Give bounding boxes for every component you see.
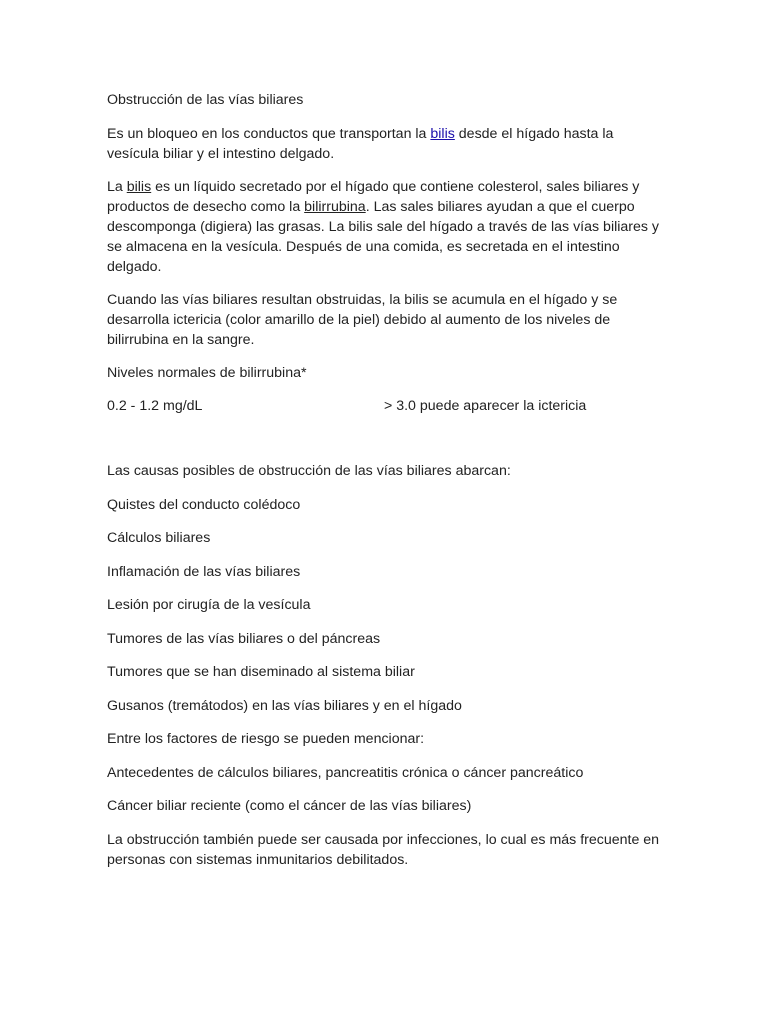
- risk-factors-heading: Entre los factores de riesgo se pueden mencionar:: [107, 731, 425, 747]
- jaundice-level-value: > 3.0 puede aparecer la ictericia: [384, 398, 587, 414]
- bile-text-middle: es un líquido secretado por el hígado que contiene colesterol, sales biliares y productos de desecho como la: [107, 179, 640, 215]
- causes-list: [107, 495, 667, 716]
- intro-text-after: desde el hígado hasta la vesícula biliar y el intestino delgado.: [107, 126, 614, 162]
- page-title: Obstrucción de las vías biliares: [107, 92, 304, 108]
- intro-text-before: Es un bloqueo en los conductos que transportan la: [107, 126, 431, 142]
- bilis-term: bilis: [126, 179, 152, 195]
- bilis-link[interactable]: bilis: [430, 126, 455, 142]
- list-item: Tumores que se han diseminado al sistema biliar: [107, 664, 415, 680]
- obstruction-paragraph: Cuando las vías biliares resultan obstruidas, la bilis se acumula en el hígado y se desarrolla ictericia (color amarillo de la piel) debido al aumento de los niveles de bilirrubina en la sangre.: [107, 292, 618, 348]
- bile-text-end: . Las sales biliares ayudan a que el cuerpo descomponga (digiera) las grasas. La bilis sale del hígado a través de las vías biliares y se almacena en la vesícula. Después de una comida, es secretada en el intestino delgado.: [107, 199, 660, 275]
- normal-level-value: 0.2 - 1.2 mg/dL: [107, 398, 203, 414]
- list-item: Antecedentes de cálculos biliares, pancreatitis crónica o cáncer pancreático: [107, 764, 584, 781]
- risk-factors-list: [107, 763, 667, 817]
- list-item: Inflamación de las vías biliares: [107, 563, 301, 580]
- levels-row: [107, 396, 667, 416]
- intro-paragraph: [107, 124, 667, 164]
- list-item: Lesión por cirugía de la vesícula: [107, 597, 311, 613]
- bile-text-start: La: [107, 179, 127, 195]
- levels-heading: Niveles normales de bilirrubina*: [107, 365, 307, 381]
- list-item: Cáncer biliar reciente (como el cáncer de las vías biliares): [107, 798, 472, 814]
- causes-heading: Las causas posibles de obstrucción de las vías biliares abarcan:: [107, 463, 511, 479]
- list-item: Gusanos (tremátodos) en las vías biliares y en el hígado: [107, 697, 462, 714]
- list-item: Quistes del conducto colédoco: [107, 496, 301, 513]
- closing-paragraph: La obstrucción también puede ser causada por infecciones, lo cual es más frecuente en personas con sistemas inmunitarios debilitados.: [107, 831, 660, 868]
- list-item: Tumores de las vías biliares o del páncreas: [107, 630, 381, 647]
- bilirrubina-term: bilirrubina: [304, 199, 366, 215]
- list-item: Cálculos biliares: [107, 530, 211, 546]
- document-page: [107, 90, 667, 883]
- bile-paragraph: [107, 177, 667, 277]
